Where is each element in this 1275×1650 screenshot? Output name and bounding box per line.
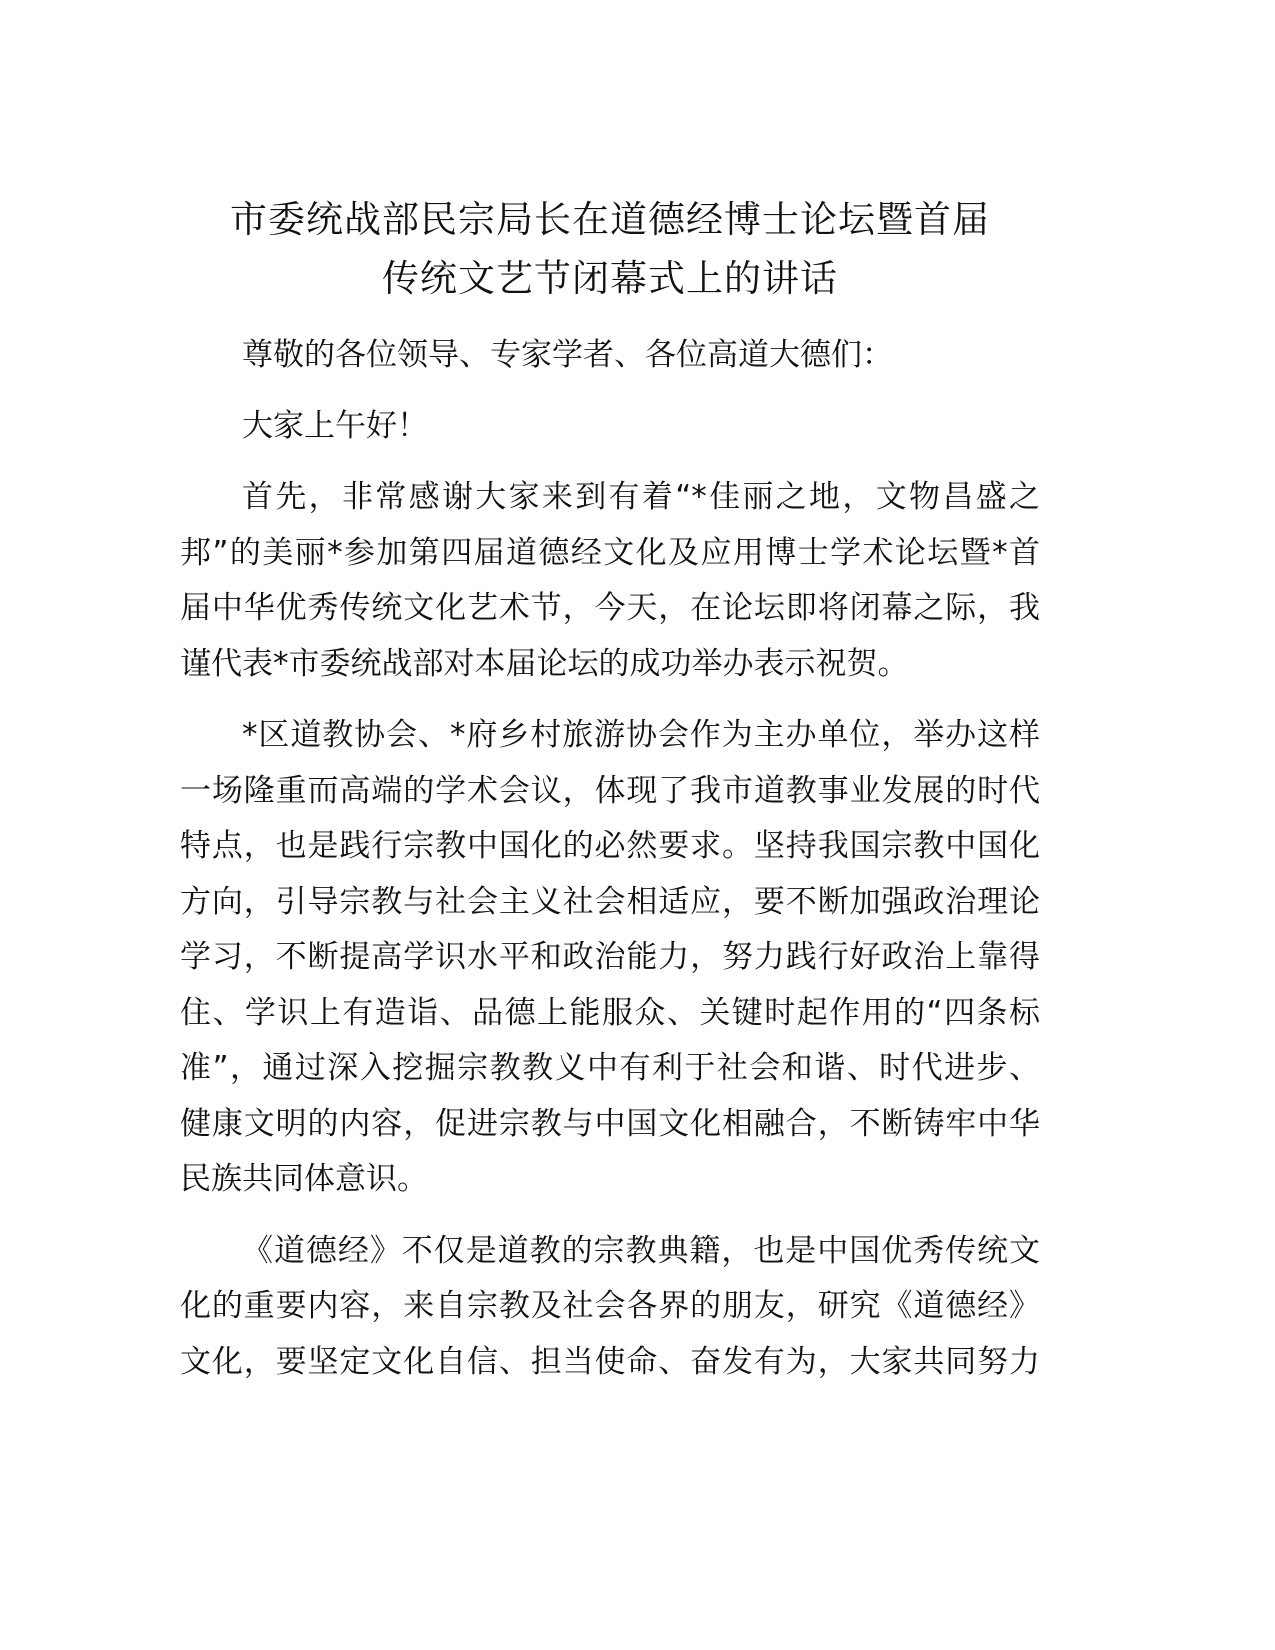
greeting: 大家上午好！ bbox=[242, 408, 428, 444]
salutation: 尊敬的各位领导、专家学者、各位高道大德们： bbox=[242, 337, 893, 373]
text-line: 特点，也是践行宗教中国化的必然要求。坚持我国宗教中国化 bbox=[180, 828, 1040, 864]
text-line: 《道德经》不仅是道教的宗教典籍，也是中国优秀传统文 bbox=[242, 1232, 1040, 1269]
title-line: 传统文艺节闭幕式上的讲话 bbox=[382, 257, 838, 300]
document-page bbox=[180, 190, 1040, 1390]
paragraph-daodejing bbox=[180, 1224, 1040, 1391]
text-line: 邦”的美丽*参加第四届道德经文化及应用博士学术论坛暨*首 bbox=[180, 534, 1040, 571]
text-line: 方向，引导宗教与社会主义社会相适应，要不断加强政治理论 bbox=[180, 883, 1040, 920]
text-line: 住、学识上有造诣、品德上能服众、关键时起作用的“四条标 bbox=[180, 994, 1040, 1031]
text-line: 一场隆重而高端的学术会议，体现了我市道教事业发展的时代 bbox=[180, 772, 1040, 809]
text-line: 民族共同体意识。 bbox=[180, 1161, 428, 1197]
document-title bbox=[180, 190, 1040, 308]
text-line: 首先，非常感谢大家来到有着“*佳丽之地，文物昌盛之 bbox=[242, 479, 1040, 515]
text-line: 准”，通过深入挖掘宗教教义中有利于社会和谐、时代进步、 bbox=[180, 1050, 1040, 1086]
title-line: 市委统战部民宗局长在道德经博士论坛暨首届 bbox=[230, 198, 990, 241]
text-line: 文化，要坚定文化自信、担当使命、奋发有为，大家共同努力 bbox=[180, 1343, 1040, 1380]
text-line: *区道教协会、*府乡村旅游协会作为主办单位，举办这样 bbox=[242, 717, 1040, 753]
text-line: 届中华优秀传统文化艺术节，今天，在论坛即将闭幕之际，我 bbox=[180, 590, 1040, 626]
text-line: 健康文明的内容，促进宗教与中国文化相融合，不断铸牢中华 bbox=[180, 1105, 1040, 1142]
text-line: 化的重要内容，来自宗教及社会各界的朋友，研究《道德经》 bbox=[180, 1288, 1040, 1324]
paragraph-thanks bbox=[180, 470, 1040, 692]
text-line: 学习，不断提高学识水平和政治能力，努力践行好政治上靠得 bbox=[180, 939, 1040, 975]
paragraph-organizers bbox=[180, 708, 1040, 1208]
text-line: 谨代表*市委统战部对本届论坛的成功举办表示祝贺。 bbox=[180, 645, 909, 682]
